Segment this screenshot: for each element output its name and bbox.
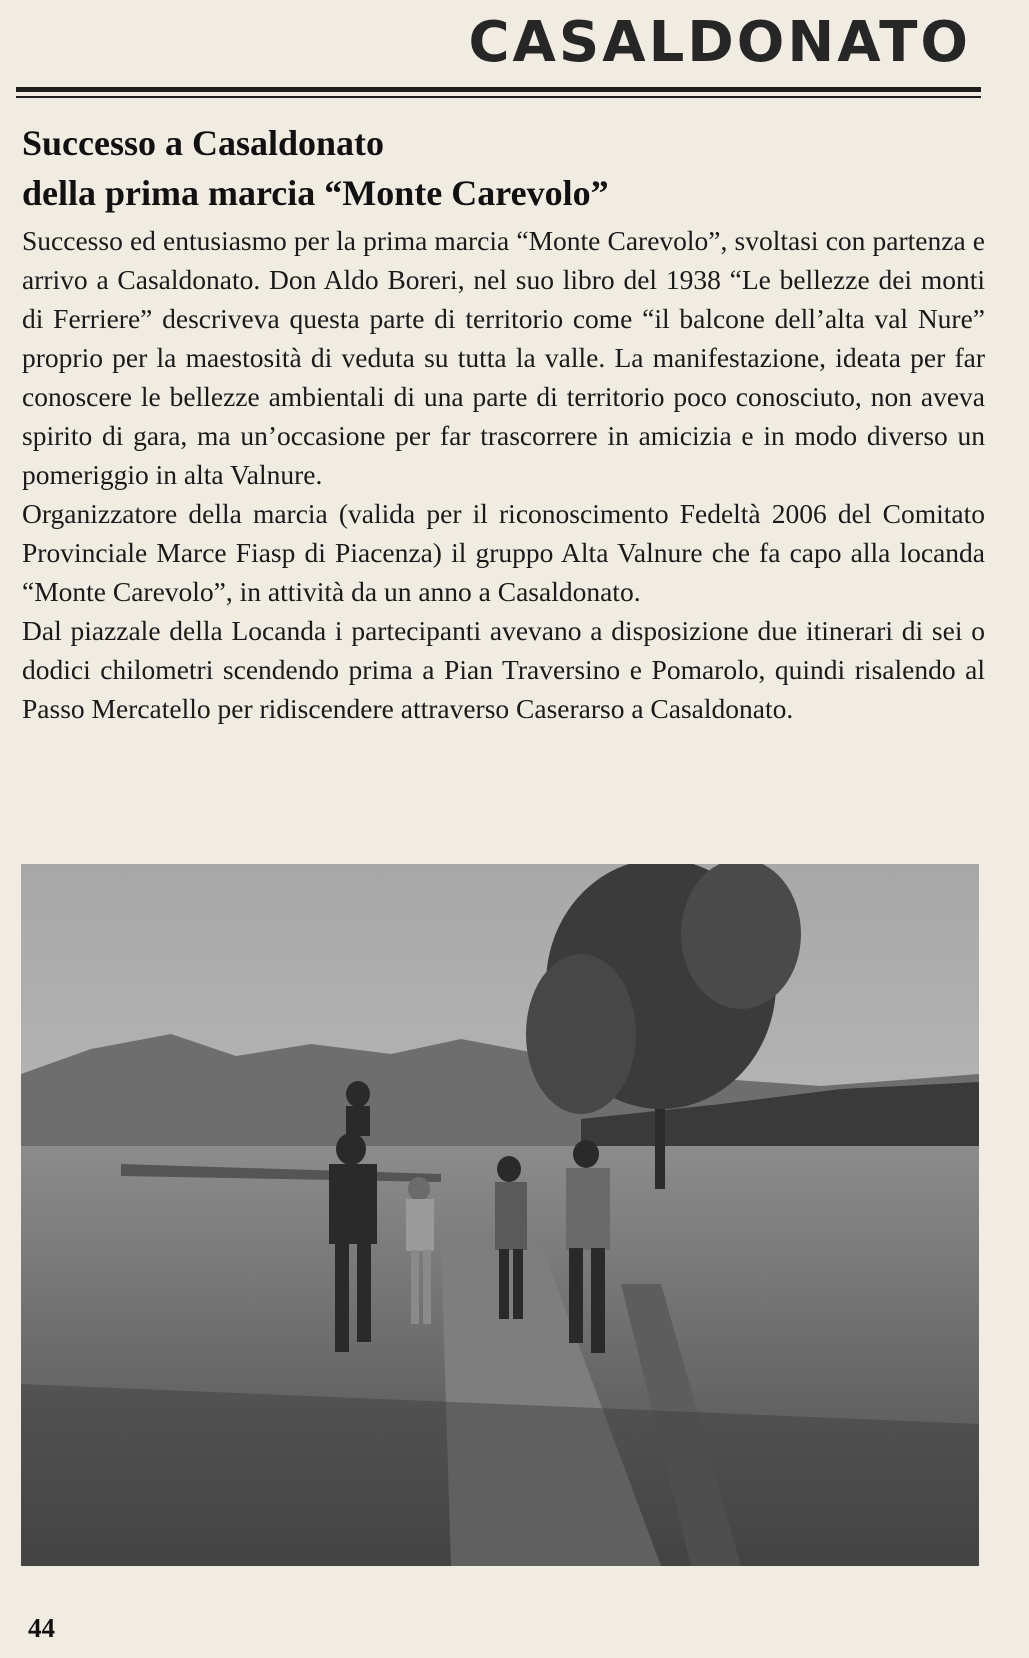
photo-tree-crown-right — [681, 864, 801, 1009]
walker-man-leg-left — [335, 1242, 349, 1352]
article-headline — [22, 118, 922, 218]
headline-line-2: della prima marcia “Monte Carevolo” — [22, 173, 609, 213]
walker-runner-leg-left — [569, 1248, 583, 1343]
article-body — [22, 221, 985, 728]
header-rule-thin — [16, 96, 981, 98]
walker-girl-leg-left — [411, 1250, 419, 1324]
walker-child-head — [346, 1081, 370, 1107]
walker-child-body — [346, 1106, 370, 1136]
walker-man-head — [336, 1133, 366, 1165]
photo-illustration — [21, 864, 979, 1566]
header-rule-thick — [16, 87, 981, 92]
article-photo — [21, 864, 979, 1566]
walker-runner-head — [573, 1140, 599, 1168]
walker-man-body — [329, 1164, 377, 1244]
walker-woman-leg-left — [499, 1249, 509, 1319]
walker-woman-body — [495, 1182, 527, 1250]
walker-man-leg-right — [357, 1242, 371, 1342]
walker-runner-body — [566, 1168, 610, 1250]
walker-woman-head — [497, 1156, 521, 1182]
walker-girl-leg-right — [423, 1250, 431, 1324]
article-paragraph-2: Organizzatore della marcia (valida per il riconoscimento Fedeltà 2006 del Comitato Provinciale Marce Fiasp di Piacenza) il gruppo Alta Valnure che fa capo alla locanda “Monte Carevolo”, in attività da un anno a Casaldonato. — [22, 498, 985, 607]
walker-girl-head — [408, 1177, 430, 1201]
walker-runner-leg-right — [591, 1248, 605, 1353]
photo-tree-crown-left — [526, 954, 636, 1114]
walker-girl-body — [406, 1199, 434, 1251]
section-title: CASALDONATO — [468, 10, 971, 75]
article-paragraph-3: Dal piazzale della Locanda i partecipanti avevano a disposizione due itinerari di sei o dodici chilometri scendendo prima a Pian Traversino e Pomarolo, quindi risalendo al Passo Mercatello per ridiscendere attraverso Caserarso a Casaldonato. — [22, 615, 985, 724]
page-number: 44 — [28, 1613, 55, 1643]
walker-woman-leg-right — [513, 1249, 523, 1319]
article-paragraph-1: Successo ed entusiasmo per la prima marcia “Monte Carevolo”, svoltasi con partenza e arrivo a Casaldonato. Don Aldo Boreri, nel suo libro del 1938 “Le bellezze dei monti di Ferriere” descriveva questa parte di territorio come “il balcone dell’alta val Nure” proprio per la maestosità di veduta su tutta la valle. La manifestazione, ideata per far conoscere le bellezze ambientali di una parte di territorio poco conosciuto, non aveva spirito di gara, ma un’occasione per far trascorrere in amicizia e in modo diverso un pomeriggio in alta Valnure. — [22, 225, 985, 490]
headline-line-1: Successo a Casaldonato — [22, 123, 385, 163]
